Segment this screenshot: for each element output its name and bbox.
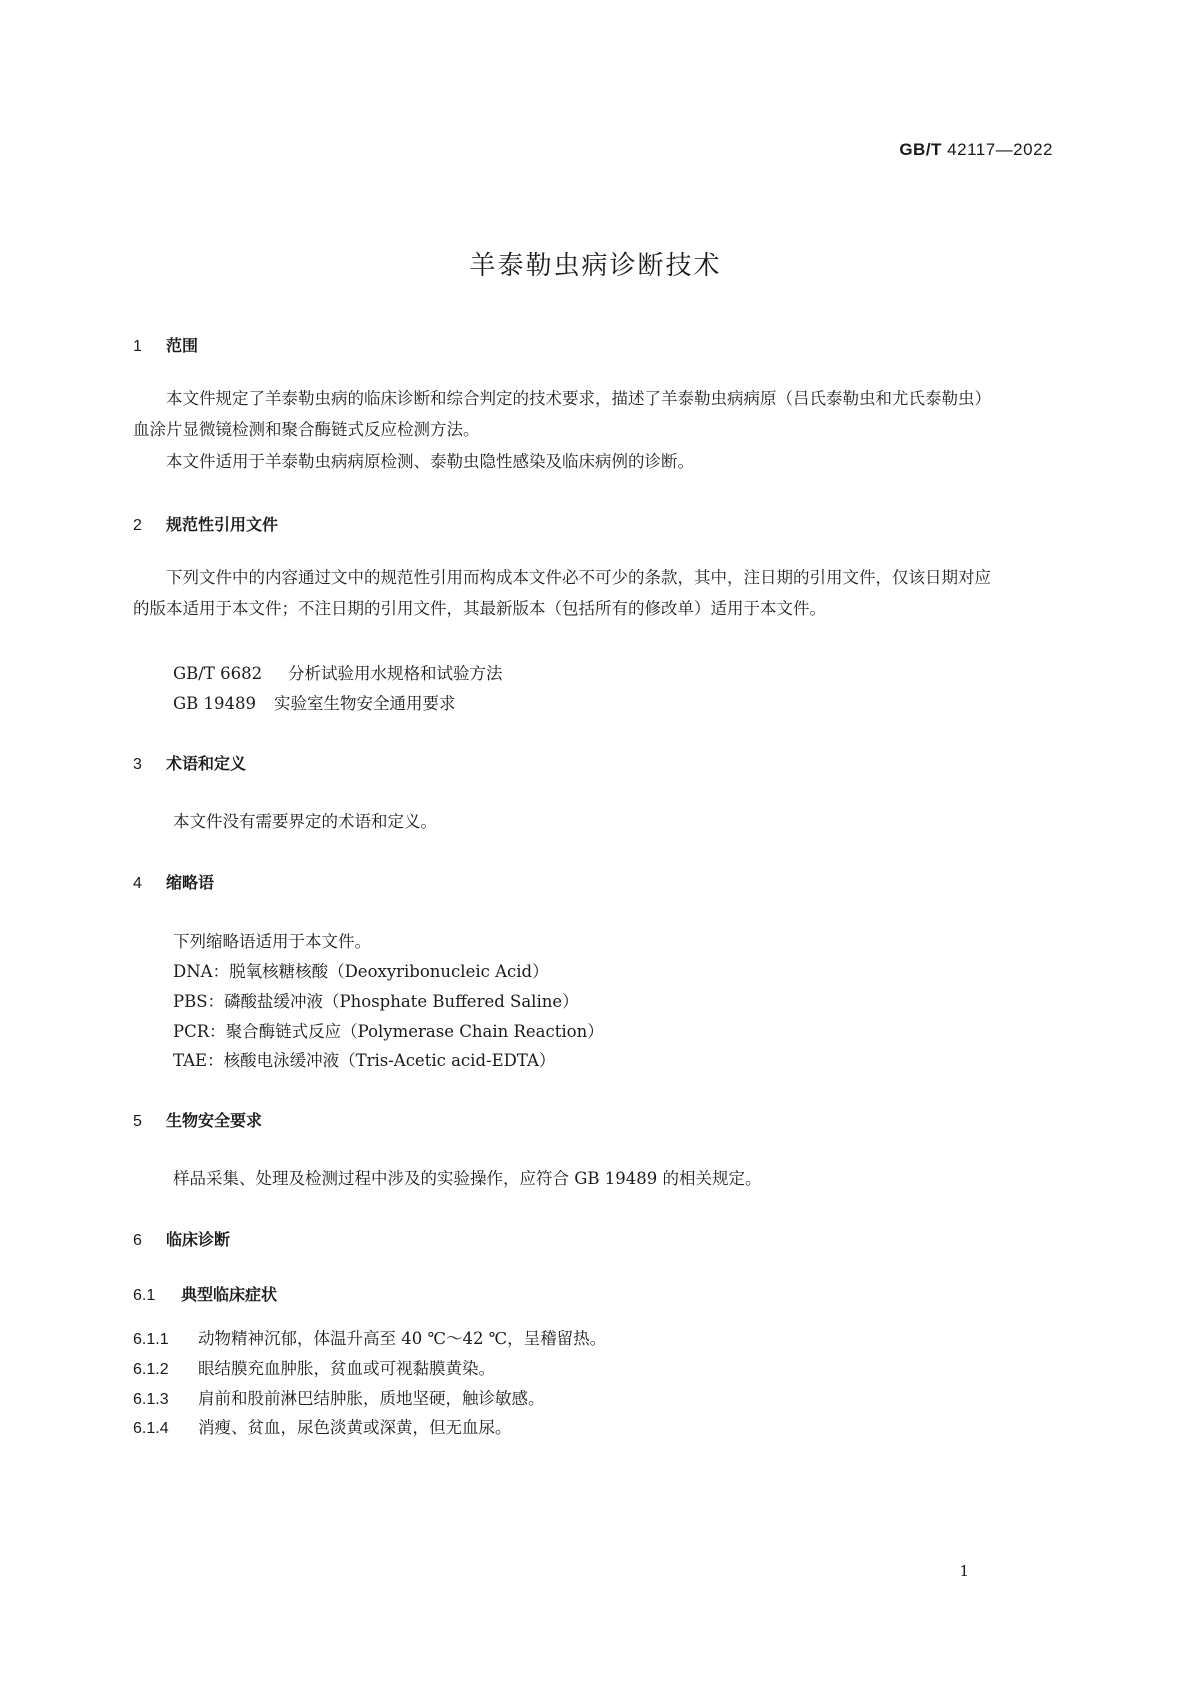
- clause-number: 6.1.4: [133, 1420, 169, 1437]
- section-title: 规范性引用文件: [166, 515, 279, 534]
- section-6-heading: [133, 1227, 230, 1250]
- reference-code: GB 19489: [173, 694, 257, 713]
- section-title: 临床诊断: [166, 1230, 231, 1249]
- subsection-number: 6.1: [133, 1287, 156, 1304]
- abbreviation-item: PBS：磷酸盐缓冲液（Phosphate Buffered Saline）: [173, 992, 579, 1011]
- clause-6-1-2: [133, 1355, 495, 1379]
- section-title: 范围: [166, 336, 199, 355]
- section-1-paragraph-1: 本文件规定了羊泰勒虫病的临床诊断和综合判定的技术要求，描述了羊泰勒虫病病原（吕氏泰勒虫和尤氏泰勒虫）血涂片显微镜检测和聚合酶链式反应检测方法。: [133, 389, 991, 439]
- abbreviation-item: PCR：聚合酶链式反应（Polymerase Chain Reaction）: [173, 1022, 604, 1041]
- section-title: 术语和定义: [166, 754, 247, 773]
- clause-number: 6.1.3: [133, 1391, 169, 1408]
- reference-title: 实验室生物安全通用要求: [274, 694, 456, 713]
- section-title: 生物安全要求: [166, 1111, 263, 1130]
- section-number: 5: [133, 1113, 142, 1130]
- abbreviation-item: DNA：脱氧核糖核酸（Deoxyribonucleic Acid）: [173, 962, 549, 981]
- clause-text: 眼结膜充血肿胀，贫血或可视黏膜黄染。: [198, 1359, 495, 1378]
- section-4-heading: [133, 870, 214, 893]
- clause-text: 动物精神沉郁，体温升高至 40 ℃～42 ℃，呈稽留热。: [198, 1329, 607, 1348]
- page-number: 1: [959, 1562, 969, 1580]
- reference-title: 分析试验用水规格和试验方法: [288, 664, 503, 683]
- standard-code: 42117—2022: [947, 140, 1053, 159]
- abbreviations-intro: 下列缩略语适用于本文件。: [173, 932, 371, 951]
- section-3-heading: [133, 751, 246, 774]
- clause-number: 6.1.2: [133, 1361, 169, 1378]
- clause-6-1-1: [133, 1325, 606, 1349]
- section-1-heading: [133, 333, 198, 356]
- clause-6-1-4: [133, 1414, 512, 1438]
- clause-number: 6.1.1: [133, 1331, 169, 1348]
- section-number: 3: [133, 756, 142, 773]
- subsection-6-1-heading: [133, 1282, 277, 1305]
- section-1-paragraph-2: 本文件适用于羊泰勒虫病病原检测、泰勒虫隐性感染及临床病例的诊断。: [166, 452, 694, 471]
- section-2-heading: [133, 512, 278, 535]
- subsection-title: 典型临床症状: [181, 1285, 278, 1304]
- clause-text: 消瘦、贫血，尿色淡黄或深黄，但无血尿。: [198, 1418, 512, 1437]
- section-title: 缩略语: [166, 873, 215, 892]
- section-number: 1: [133, 338, 142, 355]
- section-2-paragraph-1: 下列文件中的内容通过文中的规范性引用而构成本文件必不可少的条款，其中，注日期的引用文件，仅该日期对应的版本适用于本文件；不注日期的引用文件，其最新版本（包括所有的修改单）适用于本文件。: [133, 568, 991, 618]
- reference-code: GB/T 6682: [173, 664, 263, 683]
- section-number: 2: [133, 517, 142, 534]
- standard-prefix: GB/T: [899, 140, 942, 159]
- section-5-heading: [133, 1108, 262, 1131]
- abbreviation-item: TAE：核酸电泳缓冲液（Tris-Acetic acid-EDTA）: [173, 1051, 556, 1070]
- normative-reference: [173, 660, 503, 684]
- normative-reference: [173, 690, 456, 714]
- standard-number: [899, 140, 1053, 160]
- clause-6-1-3: [133, 1385, 545, 1409]
- section-number: 6: [133, 1232, 142, 1249]
- document-title: 羊泰勒虫病诊断技术: [469, 251, 722, 281]
- section-number: 4: [133, 875, 142, 892]
- clause-text: 肩前和股前淋巴结肿胀，质地坚硬，触诊敏感。: [198, 1389, 545, 1408]
- section-5-paragraph-1: 样品采集、处理及检测过程中涉及的实验操作，应符合 GB 19489 的相关规定。: [173, 1169, 762, 1188]
- section-3-paragraph-1: 本文件没有需要界定的术语和定义。: [173, 812, 437, 831]
